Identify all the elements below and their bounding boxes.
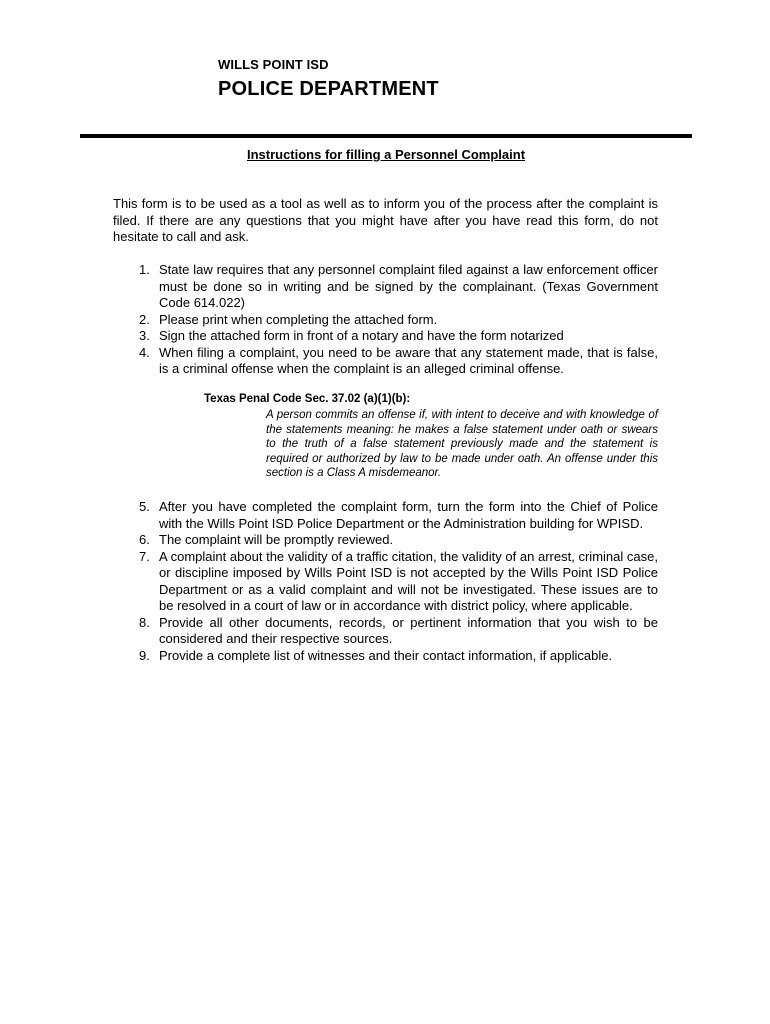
list-item-number: 4. — [139, 344, 150, 360]
list-item — [113, 345, 658, 378]
list-item-number: 7. — [139, 548, 150, 564]
list-item-number: 1. — [139, 262, 150, 277]
list-item-number: 2. — [139, 311, 150, 327]
instructions-list-part1 — [113, 262, 658, 378]
document-title: Instructions for filling a Personnel Complaint — [246, 147, 526, 162]
statute-citation: Texas Penal Code Sec. 37.02 (a)(1)(b): — [204, 393, 411, 405]
list-item — [113, 312, 658, 329]
department-name: POLICE DEPARTMENT — [218, 78, 439, 100]
list-item — [113, 499, 658, 532]
list-item — [113, 615, 658, 648]
list-item-number: 3. — [139, 328, 150, 343]
list-item-text: After you have completed the complaint form, turn the form into the Chief of Police with the Wills Point ISD Police Department or the Administration building for WPISD. — [159, 499, 658, 531]
list-item — [113, 532, 658, 549]
list-item — [113, 328, 658, 345]
list-item-text: State law requires that any personnel complaint filed against a law enforcement officer must be done so in writing and be signed by the complainant. (Texas Government Code 614.022) — [159, 262, 658, 310]
list-item-text: Sign the attached form in front of a notary and have the form notarized — [159, 328, 564, 343]
list-item-number: 6. — [139, 532, 150, 547]
list-item — [113, 648, 658, 665]
list-item — [113, 549, 658, 615]
list-item-number: 8. — [139, 614, 150, 630]
list-item — [113, 262, 658, 312]
list-item-number: 9. — [139, 647, 150, 663]
list-item-text: The complaint will be promptly reviewed. — [159, 532, 394, 547]
list-item-text: Provide all other documents, records, or pertinent information that you wish to be considered and their respective sources. — [159, 614, 658, 646]
organization-name: WILLS POINT ISD — [218, 57, 329, 72]
intro-paragraph: This form is to be used as a tool as well as to inform you of the process after the complaint is filed. If there are any questions that you might have after you have read this form, do not hesitate to call and ask. — [113, 196, 658, 244]
list-item-text: Please print when completing the attached form. — [159, 311, 438, 327]
list-item-text: When filing a complaint, you need to be aware that any statement made, that is false, is a criminal offense when the complaint is an alleged criminal offense. — [159, 344, 658, 376]
header-divider — [80, 134, 692, 138]
instructions-list-part2 — [113, 499, 658, 664]
statute-text: A person commits an offense if, with intent to deceive and with knowledge of the statements meaning: he makes a false statement under oath or swears to the truth of a false statement previously made and the statement is required or authorized by law to be made under oath. An offense under this section is a Class A misdemeanor. — [266, 409, 658, 479]
list-item-text: A complaint about the validity of a traffic citation, the validity of an arrest, criminal case, or discipline imposed by Wills Point ISD is not accepted by the Wills Point ISD Police Department or as a valid complaint and will not be investigated. These issues are to be resolved in a court of law or in accordance with district policy, where applicable. — [159, 548, 658, 613]
list-item-text: Provide a complete list of witnesses and their contact information, if applicable. — [159, 647, 613, 663]
list-item-number: 5. — [139, 499, 150, 514]
